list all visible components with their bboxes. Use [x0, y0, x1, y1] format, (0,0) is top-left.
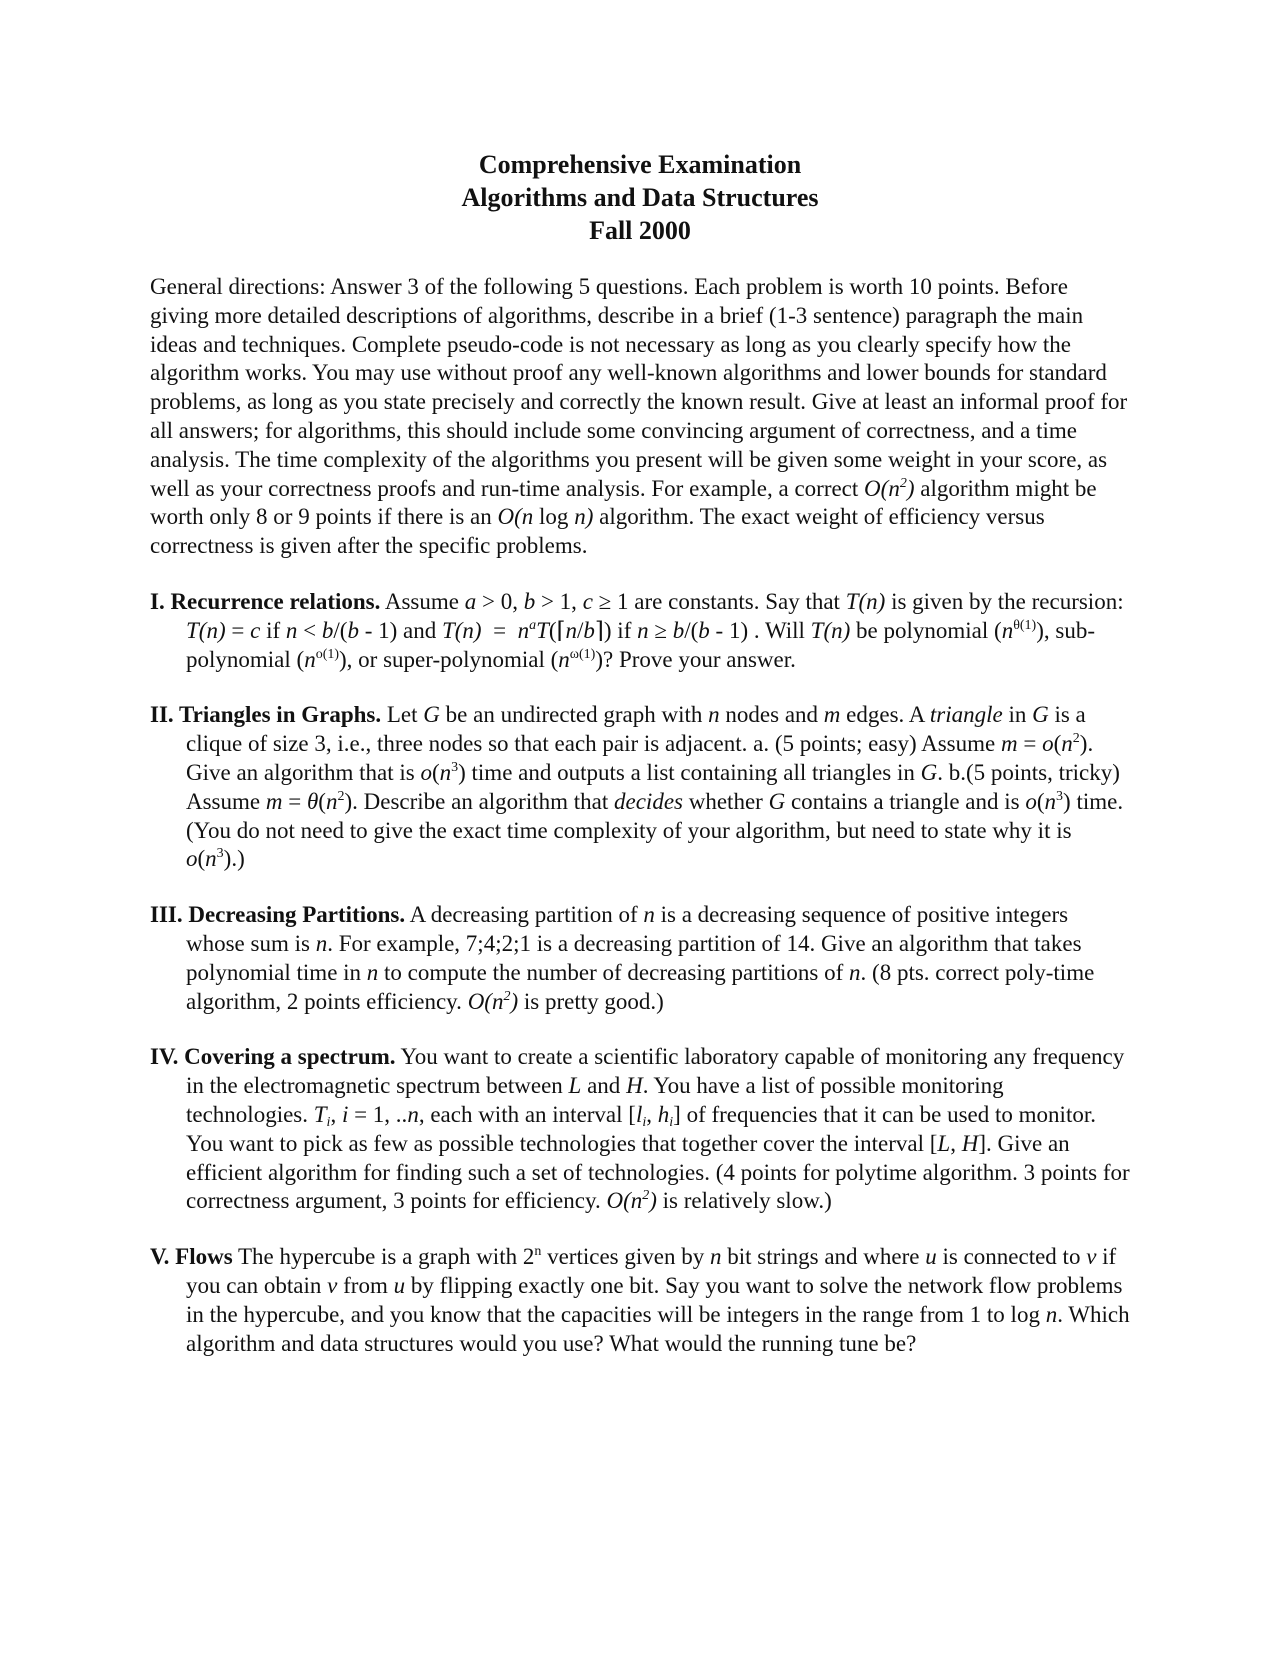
problem-4-spectrum: IV. Covering a spectrum. You want to create a scientific laboratory capable of monitoring any frequency in the electromagnetic spectrum between L and H. You have a list of possible monitoring technologies. $T_i$, i = 1, ..n, each with an interval [$l_i$, $h_i$] of frequencies that it can be used to monitor. You want to pick as few as possible technologies that together cover the interval [L, H]. Give an efficient algorithm for finding such a set of technologies. (4 points for polytime algorithm. 3 points for correctness argument, 3 points for efficiency. $O(n^2)$ is relatively slow.)	[150, 1044, 1130, 1214]
exam-page	[150, 148, 1130, 1385]
problem-1-recurrence: I. Recurrence relations. Assume a > 0, b > 1, c ≥ 1 are constants. Say that T(n) is given by the recursion: T(n) = c if n < b/(b - 1) and $T(n) = n^aT(⌈n/b⌉)$ if n ≥ b/(b - 1) . Will T(n) be polynomial $(n^{\theta(1)})$, sub-polynomial $(n^{o(1)})$, or super-polynomial $(n^{\omega(1)})$? Prove your answer.	[150, 588, 1124, 672]
problem-2-triangles: II. Triangles in Graphs. Let G be an undirected graph with n nodes and m edges. A triangle in G is a clique of size 3, i.e., three nodes so that each pair is adjacent. a. (5 points; easy) Assume $m = o(n^2)$. Give an algorithm that is $o(n^3)$ time and outputs a list containing all triangles in G. b.(5 points, tricky) Assume $m = \theta(n^2)$. Describe an algorithm that decides whether G contains a triangle and is $o(n^3)$ time. (You do not need to give the exact time complexity of your algorithm, but need to state why it is $o(n^3)$.)	[150, 702, 1124, 872]
problem-3-title: III. Decreasing Partitions.	[150, 902, 406, 928]
problem-3-partitions: III. Decreasing Partitions. A decreasing partition of n is a decreasing sequence of positive integers whose sum is n. For example, 7;4;2;1 is a decreasing partition of 14. Give an algorithm that takes polynomial time in n to compute the number of decreasing partitions of n. (8 pts. correct poly-time algorithm, 2 points efficiency. $O(n^2)$ is pretty good.)	[150, 902, 1095, 1014]
problem-5-title: V. Flows	[150, 1244, 233, 1270]
problem-1-title: I. Recurrence relations.	[150, 588, 381, 614]
problem-4-title: IV. Covering a spectrum.	[150, 1044, 396, 1070]
exam-title: Comprehensive Examination	[478, 150, 802, 179]
problem-5-flows: V. Flows The hypercube is a graph with 2$^n$ vertices given by n bit strings and where u is connected to v if you can obtain v from u by flipping exactly one bit. Say you want to solve the network flow problems in the hypercube, and you know that the capacities will be integers in the range from 1 to log n. Which algorithm and data structures would you use? What would the running tune be?	[150, 1244, 1130, 1356]
exam-header	[150, 148, 1130, 247]
general-directions: General directions: Answer 3 of the following 5 questions. Each problem is worth 10 points. Before giving more detailed descriptions of algorithms, describe in a brief (1-3 sentence) paragraph the main ideas and techniques. Complete pseudo-code is not necessary as long as you clearly specify how the algorithm works. You may use without proof any well-known algorithms and lower bounds for standard problems, as long as you state precisely and correctly the known result. Give at least an informal proof for all answers; for algorithms, this should include some convincing argument of correctness, and a time analysis. The time complexity of the algorithms you present will be given some weight in your score, as well as your correctness proofs and run-time analysis. For example, a correct $O(n^2)$ algorithm might be worth only 8 or 9 points if there is an O(n log n) algorithm. The exact weight of efficiency versus correctness is given after the specific problems.	[150, 274, 1128, 559]
exam-subject: Algorithms and Data Structures	[461, 183, 819, 212]
exam-term: Fall 2000	[589, 216, 691, 245]
problem-2-title: II. Triangles in Graphs.	[150, 702, 382, 728]
